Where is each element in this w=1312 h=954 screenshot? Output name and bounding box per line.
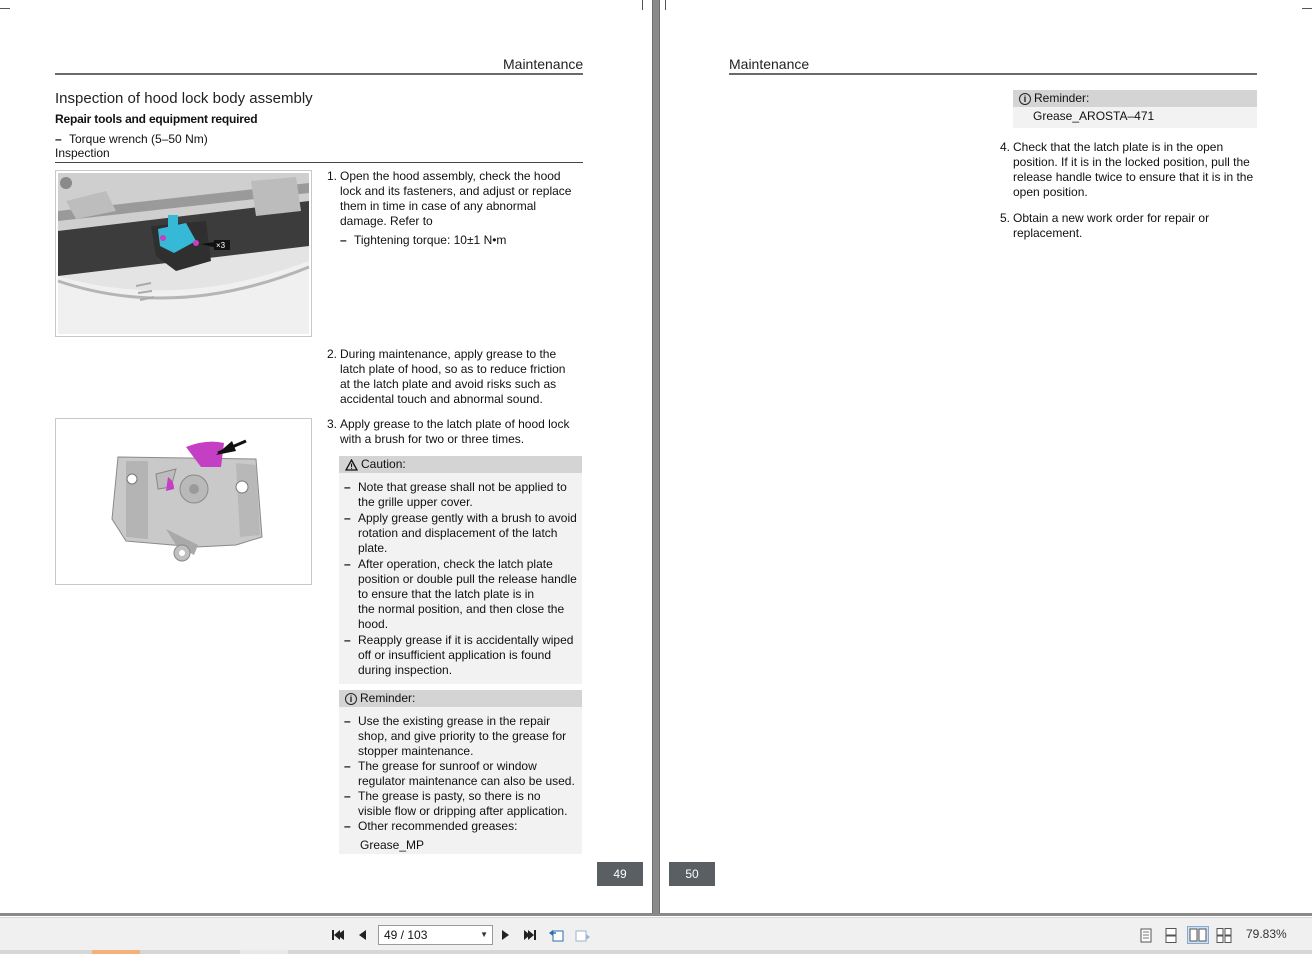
page-selector[interactable]: 49 / 103 ▼ [378,925,493,945]
page-bottom-border [0,913,1312,916]
svg-text:.: . [58,579,59,583]
hood-lock-illustration [56,171,311,336]
zoom-level[interactable]: 79.83% [1246,927,1287,941]
reminder-item: – Other recommended greases: [339,819,582,834]
step-text: Apply grease to the latch plate of hood lock with a brush for two or three times. [340,417,570,446]
reminder-header: i Reminder: [1013,90,1257,107]
torque-spec: – Tightening torque: 10±1 N•m [335,233,585,248]
viewer-toolbar [0,917,1312,950]
tools-list [50,132,350,147]
caution-box [339,456,582,684]
tool-item: – Torque wrench (5–50 Nm) [50,132,350,147]
first-page-button[interactable] [330,927,346,943]
caution-header: Caution: [339,456,582,473]
reminder-body [339,707,582,854]
caution-item: – After operation, check the latch plate position or double pull the release handle to ensure that the latch plate is in the normal position, and then close the hood. [339,557,582,632]
step-number: 4. [1000,140,1011,154]
crop-mark [665,0,675,10]
continuous-page-icon [1165,928,1177,943]
page-gutter [652,0,660,915]
figure-hood-lock-installed [55,170,312,337]
reminder-item: – The grease is pasty, so there is no visible flow or dripping after application. [339,789,582,819]
facing-pages-view-button[interactable] [1187,926,1209,944]
facing-pages-icon [1189,928,1207,942]
step-number: 3. [327,417,338,431]
step-number: 5. [1000,211,1011,225]
latch-plate-illustration [56,419,311,584]
previous-page-icon [357,929,367,941]
crop-mark [0,8,10,18]
page-number-badge: 50 [669,862,715,886]
step-text: Check that the latch plate is in the open position. If it is in the locked position, pull the release handle twice to ensure that it is in the open position. [1013,140,1254,199]
info-icon: i [345,693,357,705]
continuous-facing-icon [1216,928,1232,943]
grease-name: Grease_AROSTA–471 [1033,109,1155,123]
single-page-view-button[interactable] [1138,927,1154,943]
chevron-down-icon: ▼ [480,930,488,939]
inspection-subheading: Inspection [55,146,110,160]
go-forward-icon [575,928,591,942]
caution-item: – Reapply grease if it is accidentally wiped off or insufficient application is found during inspection. [339,633,582,678]
next-page-icon [501,929,511,941]
header-rule [729,73,1257,75]
reminder-item: – Use the existing grease in the repair shop, and give priority to the grease for stopper maintenance. [339,714,582,759]
grease-name: Grease_MP [360,838,425,852]
reminder-item: – The grease for sunroof or window regulator maintenance can also be used. [339,759,582,789]
reminder-body [1013,107,1257,128]
taskbar-segment [92,950,140,954]
go-back-button[interactable] [548,927,564,943]
warning-icon [345,459,358,471]
go-forward-button[interactable] [575,927,591,943]
crop-mark [642,0,652,10]
step-number: 2. [327,347,338,361]
next-page-button[interactable] [498,927,514,943]
taskbar-segment [240,950,288,954]
go-back-icon [548,928,564,942]
section-title: Inspection of hood lock body assembly [55,90,313,107]
last-page-icon [523,929,537,941]
previous-page-button[interactable] [354,927,370,943]
info-icon: i [1019,93,1031,105]
step-text: During maintenance, apply grease to the latch plate of hood, so as to reduce friction at the latch plate and avoid risks such as accidental touch and abnormal sound. [340,347,566,406]
taskbar-strip [0,950,1312,954]
reminder-box [1013,90,1257,128]
single-page-icon [1140,928,1152,943]
crop-mark [1302,8,1312,18]
caution-item: – Note that grease shall not be applied to the grille upper cover. [339,480,582,510]
continuous-view-button[interactable] [1163,927,1179,943]
tools-heading: Repair tools and equipment required [55,112,258,126]
step-text: Obtain a new work order for repair or replacement. [1013,211,1210,240]
figure-callout: ×3 [216,241,226,250]
page-49 [0,0,652,913]
step-number: 1. [327,169,338,183]
page-number-badge: 49 [597,862,643,886]
section-rule [55,162,583,163]
reminder-box [339,690,582,854]
page-50 [660,0,1312,913]
reminder-header: i Reminder: [339,690,582,707]
step-text: Open the hood assembly, check the hood lock and its fasteners, and adjust or replace them in time in case of any abnormal damage. Refer to [340,169,572,228]
continuous-facing-view-button[interactable] [1216,927,1232,943]
page-header: Maintenance [503,56,584,72]
caution-item: – Apply grease gently with a brush to avoid rotation and displacement of the latch plate. [339,511,582,556]
caution-body [339,473,582,684]
header-rule [55,73,583,75]
first-page-icon [331,929,345,941]
last-page-button[interactable] [522,927,538,943]
figure-latch-plate [55,418,312,585]
page-header: Maintenance [729,56,810,72]
